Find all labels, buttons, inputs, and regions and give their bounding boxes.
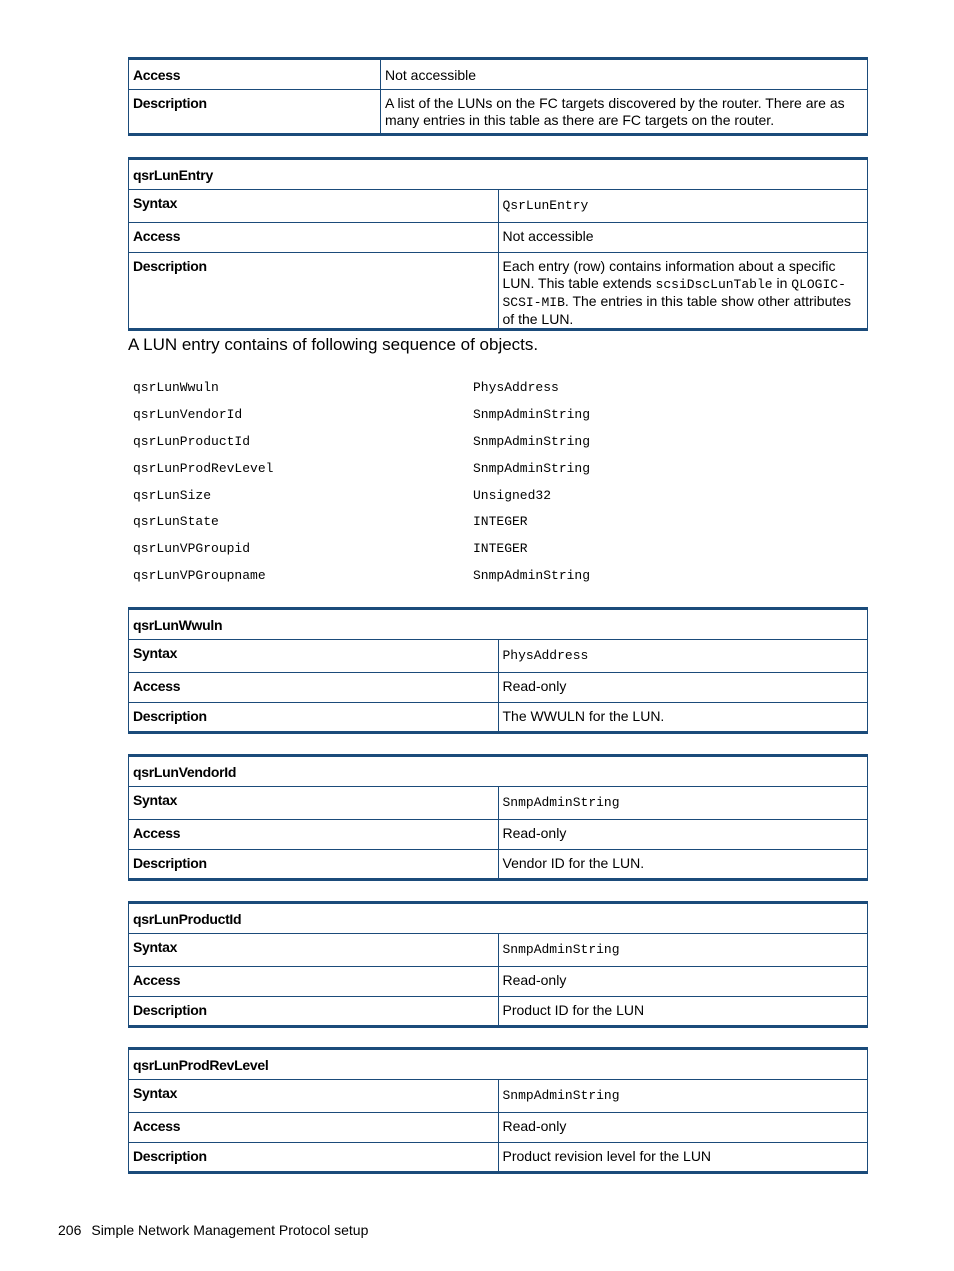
description-text: Each entry (row) contains information about a specific LUN. This table extends bbox=[502, 258, 836, 291]
access-label: Access bbox=[129, 673, 499, 703]
object-name: qsrLunSize bbox=[133, 487, 212, 503]
object-sequence-list bbox=[133, 378, 693, 593]
object-name: qsrLunProdRevLevel bbox=[133, 460, 274, 476]
object-name: qsrLunVPGroupname bbox=[133, 568, 266, 584]
object-name: qsrLunWwuln bbox=[133, 380, 219, 395]
access-label: Access bbox=[129, 223, 499, 253]
object-name: qsrLunVendorId bbox=[133, 406, 243, 422]
table-title: qsrLunEntry bbox=[129, 159, 868, 190]
section-title: Simple Network Management Protocol setup bbox=[91, 1222, 369, 1238]
list-item bbox=[133, 566, 693, 593]
object-name: qsrLunVPGroupid bbox=[133, 541, 251, 557]
access-value: Read-only bbox=[498, 1113, 868, 1143]
access-value: Read-only bbox=[498, 820, 868, 850]
syntax-value: QsrLunEntry bbox=[498, 190, 868, 223]
object-name: qsrLunProductId bbox=[133, 433, 251, 449]
qsrlunvendorid-table bbox=[128, 754, 868, 881]
access-label: Access bbox=[129, 1113, 499, 1143]
code-scsi-dsc-lun-table: scsiDscLunTable bbox=[655, 277, 773, 292]
table-title: qsrLunProductId bbox=[129, 903, 868, 934]
access-value: Read-only bbox=[498, 673, 868, 703]
access-value: Read-only bbox=[498, 967, 868, 997]
description-value bbox=[498, 253, 868, 330]
lun-table-continuation bbox=[128, 57, 868, 136]
syntax-label: Syntax bbox=[129, 1080, 499, 1113]
description-label: Description bbox=[129, 253, 499, 330]
syntax-value: SnmpAdminString bbox=[498, 787, 868, 820]
object-type: INTEGER bbox=[473, 514, 528, 530]
syntax-value: SnmpAdminString bbox=[498, 1080, 868, 1113]
description-value: Product ID for the LUN bbox=[498, 997, 868, 1027]
list-item bbox=[133, 539, 693, 566]
access-value: Not accessible bbox=[381, 59, 868, 90]
intro-paragraph: A LUN entry contains of following sequence of objects. bbox=[128, 335, 539, 354]
table-title: qsrLunWwuln bbox=[129, 609, 868, 640]
syntax-value: SnmpAdminString bbox=[498, 934, 868, 967]
description-value: The WWULN for the LUN. bbox=[498, 703, 868, 733]
qsrlunproductid-table bbox=[128, 901, 868, 1028]
description-text: in bbox=[772, 275, 792, 291]
list-item bbox=[133, 486, 693, 513]
description-label: Description bbox=[129, 1143, 499, 1173]
qsrlunprodrevlevel-table bbox=[128, 1047, 868, 1174]
page-number: 206 bbox=[58, 1222, 82, 1238]
syntax-value: PhysAddress bbox=[498, 640, 868, 673]
object-name: qsrLunState bbox=[133, 514, 219, 530]
list-item bbox=[133, 405, 693, 432]
description-label: Description bbox=[129, 997, 499, 1027]
object-type: INTEGER bbox=[473, 541, 528, 557]
object-type: SnmpAdminString bbox=[473, 460, 591, 476]
description-value: A list of the LUNs on the FC targets discovered by the router. There are as many entries in this table as there are FC targets on the router. bbox=[381, 90, 868, 135]
list-item bbox=[133, 512, 693, 539]
access-label: Access bbox=[129, 820, 499, 850]
lun-entry-table bbox=[128, 157, 868, 331]
list-item bbox=[133, 459, 693, 486]
object-type: PhysAddress bbox=[473, 380, 559, 395]
list-item bbox=[133, 432, 693, 459]
syntax-label: Syntax bbox=[129, 190, 499, 223]
object-type: SnmpAdminString bbox=[473, 433, 591, 449]
description-label: Description bbox=[129, 90, 381, 135]
description-label: Description bbox=[129, 850, 499, 880]
syntax-label: Syntax bbox=[129, 787, 499, 820]
code-qlogic-scsi-mib: QLOGIC-SCSI-MIB bbox=[502, 277, 846, 310]
description-label: Description bbox=[129, 703, 499, 733]
description-value: Vendor ID for the LUN. bbox=[498, 850, 868, 880]
access-value: Not accessible bbox=[498, 223, 868, 253]
description-text: . The entries in this table show other attributes of the LUN. bbox=[502, 293, 852, 327]
object-type: Unsigned32 bbox=[473, 487, 552, 503]
page-footer bbox=[58, 1222, 368, 1238]
qsrlunwwuln-table bbox=[128, 607, 868, 734]
access-label: Access bbox=[129, 59, 381, 90]
object-type: SnmpAdminString bbox=[473, 406, 591, 422]
list-item bbox=[133, 378, 693, 405]
syntax-label: Syntax bbox=[129, 934, 499, 967]
access-label: Access bbox=[129, 967, 499, 997]
object-type: SnmpAdminString bbox=[473, 568, 591, 584]
table-title: qsrLunProdRevLevel bbox=[129, 1049, 868, 1080]
syntax-label: Syntax bbox=[129, 640, 499, 673]
description-value: Product revision level for the LUN bbox=[498, 1143, 868, 1173]
table-title: qsrLunVendorId bbox=[129, 756, 868, 787]
